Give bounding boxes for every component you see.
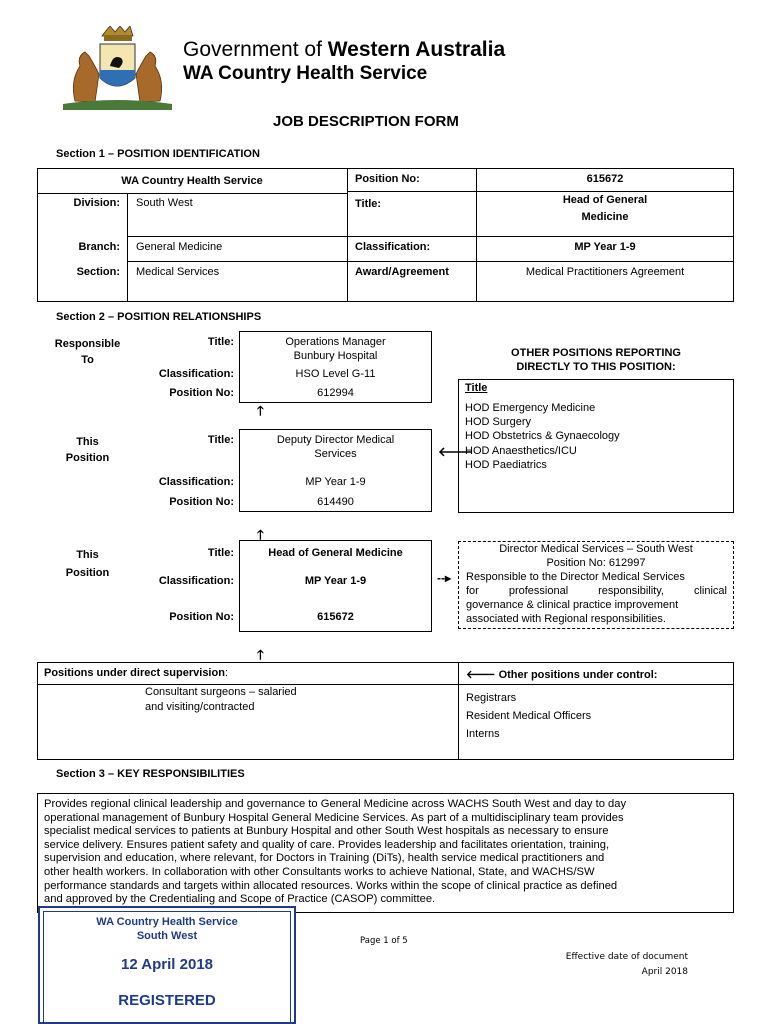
mid-title-line2: Services <box>314 448 357 460</box>
this-position-label-1 <box>40 434 135 466</box>
dashed-line5: governance & clinical practice improvement <box>466 599 679 611</box>
this-classification-value: MP Year 1-9 <box>304 575 367 587</box>
this-position-no-value: 615672 <box>317 611 354 623</box>
resp-classification-value: HSO Level G-11 <box>295 368 376 380</box>
stamp-line1: WA Country Health Service <box>96 916 238 928</box>
section3-heading: Section 3 – KEY RESPONSIBILITIES <box>56 768 245 780</box>
left-arrow-icon: 🡐 <box>438 444 473 459</box>
this-line2: Position <box>65 452 110 464</box>
paragraph-line: operational management of Bunbury Hospital General Medicine Services. As part of a multidisciplinary team provides <box>44 811 624 824</box>
other-control-label: Other positions under control: <box>498 669 658 681</box>
title-value-line1: Head of General <box>562 194 648 206</box>
stamp-date: 12 April 2018 <box>121 956 213 973</box>
list-item: HOD Obstetrics & Gynaecology <box>465 430 620 443</box>
mid-classification-label: Classification: <box>158 476 234 488</box>
this-title-label: Title: <box>207 547 234 559</box>
other-control-list <box>466 689 591 743</box>
branch-value: General Medicine <box>136 241 223 253</box>
list-item: Registrars <box>466 692 517 704</box>
resp-classification-label: Classification: <box>158 368 234 380</box>
this-line2: Position <box>65 567 110 579</box>
mid-title-label: Title: <box>207 434 234 446</box>
other-title-label: Title <box>465 382 488 394</box>
list-item: Interns <box>466 728 500 740</box>
dashed-line6: associated with Regional responsibilities. <box>466 613 666 625</box>
branch-label: Branch: <box>78 241 120 253</box>
up-arrow-icon: 🡑 <box>257 647 264 662</box>
under-supervision-heading <box>44 667 228 679</box>
paragraph-line: supervision and education, where relevant, for Doctors in Training (DiTs), health service medical practitioners and <box>44 852 605 865</box>
list-item: HOD Paediatrics <box>465 458 547 471</box>
dashed-word: clinical <box>693 585 727 597</box>
effective-date-value: April 2018 <box>641 967 688 977</box>
position-identification-table <box>37 168 734 302</box>
position-no-value: 615672 <box>586 173 624 185</box>
award-label: Award/Agreement <box>355 266 449 278</box>
key-responsibilities-text <box>44 798 730 907</box>
section-value: Medical Services <box>136 266 220 278</box>
other-control-heading <box>466 667 657 681</box>
paragraph-line: specialist medical services to patients at Bunbury Hospital and other South West hospitals as necessary to ensure <box>44 825 609 838</box>
dashed-word: responsibility, <box>598 585 664 597</box>
gov-heading <box>183 38 505 62</box>
up-arrow-icon: 🡑 <box>257 403 264 418</box>
paragraph-line: other health workers. In collaboration with other Consultants works to achieve National, State, and WACHS/SW <box>44 865 595 878</box>
list-item: Resident Medical Officers <box>466 710 592 722</box>
effective-date-label: Effective date of document <box>565 952 688 962</box>
this-title-value: Head of General Medicine <box>268 547 403 559</box>
other-reporting-heading <box>462 346 730 374</box>
dashed-word: for <box>466 585 479 597</box>
paragraph-line: Provides regional clinical leadership and governance to General Medicine across WACHS South West and day to day <box>44 798 627 810</box>
section2-heading: Section 2 – POSITION RELATIONSHIPS <box>56 311 262 323</box>
award-value: Medical Practitioners Agreement <box>525 266 685 278</box>
mid-classification-value: MP Year 1-9 <box>305 476 366 488</box>
responsible-to-label <box>40 336 135 368</box>
dashed-line2: Position No: 612997 <box>546 557 646 569</box>
resp-title-line2: Bunbury Hospital <box>293 350 378 362</box>
paragraph-line: service delivery. Ensures patient safety and quality of care. Provides leadership and facilitates orientation, training, <box>44 838 610 851</box>
resp-title-label: Title: <box>207 336 234 348</box>
left-arrow-icon: 🡐 <box>466 669 496 681</box>
under-supervision-colon: : <box>224 667 228 679</box>
page-number: Page 1 of 5 <box>360 936 408 946</box>
classification-label: Classification: <box>355 241 431 253</box>
service-heading: WA Country Health Service <box>183 63 428 84</box>
up-arrow-icon: 🡑 <box>257 527 264 542</box>
dashed-line3: Responsible to the Director Medical Services <box>466 571 685 583</box>
form-title: JOB DESCRIPTION FORM <box>273 113 459 130</box>
resp-position-no-label: Position No: <box>169 387 234 399</box>
section-label: Section: <box>76 266 120 278</box>
wa-crest-logo <box>55 26 180 111</box>
responsible-line2: To <box>81 354 94 366</box>
list-item: HOD Anaesthetics/ICU <box>465 444 577 457</box>
org-name: WA Country Health Service <box>121 175 263 187</box>
dashed-word: professional <box>508 585 569 597</box>
dashed-line1: Director Medical Services – South West <box>499 543 693 555</box>
list-item: HOD Surgery <box>465 416 532 429</box>
this-line1: This <box>76 436 99 448</box>
dashed-line4 <box>466 585 727 597</box>
this-line1: This <box>76 549 99 561</box>
resp-position-no-value: 612994 <box>317 387 354 399</box>
mid-title-line1: Deputy Director Medical <box>276 434 395 446</box>
under-supervision-line2: and visiting/contracted <box>145 701 255 713</box>
stamp-status: REGISTERED <box>118 992 216 1009</box>
under-supervision-line1: Consultant surgeons – salaried <box>145 686 297 698</box>
title-value-line2: Medicine <box>581 211 629 223</box>
stamp-line2: South West <box>136 930 198 942</box>
responsible-line1: Responsible <box>54 338 121 350</box>
paragraph-line: and approved by the Credentialing and Scope of Practice (CASOP) committee. <box>44 893 436 906</box>
division-label: Division: <box>73 197 120 209</box>
other-heading-line1: OTHER POSITIONS REPORTING <box>511 347 681 359</box>
list-item: HOD Emergency Medicine <box>465 402 596 414</box>
under-supervision-label: Positions under direct supervision <box>44 667 225 679</box>
gov-heading-bold: Western Australia <box>327 38 506 61</box>
other-heading-line2: DIRECTLY TO THIS POSITION: <box>516 361 676 373</box>
mid-position-no-label: Position No: <box>169 496 234 508</box>
paragraph-line: performance standards and targets within allocated resources. Works within the scope of clinical practice as defined <box>44 879 618 892</box>
classification-value: MP Year 1-9 <box>574 241 636 253</box>
mid-position-no-value: 614490 <box>317 496 354 508</box>
this-classification-label: Classification: <box>158 575 234 587</box>
title-label: Title: <box>355 198 382 210</box>
resp-title-line1: Operations Manager <box>285 336 386 348</box>
this-position-no-label: Position No: <box>169 611 234 623</box>
dash-right-arrow-icon: --▸ <box>437 571 452 585</box>
gov-heading-prefix: Government of <box>183 38 328 61</box>
other-positions-list <box>465 401 620 472</box>
position-no-label: Position No: <box>355 173 420 185</box>
section1-heading: Section 1 – POSITION IDENTIFICATION <box>56 148 260 160</box>
division-value: South West <box>136 197 193 209</box>
